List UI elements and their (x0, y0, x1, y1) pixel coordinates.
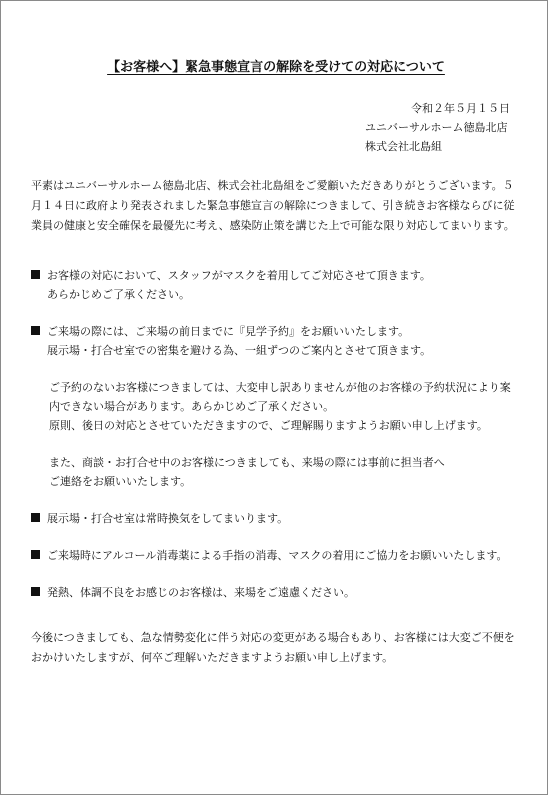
sender-store: ユニバーサルホーム徳島北店 (365, 121, 508, 134)
list-item (31, 266, 521, 304)
square-bullet-icon (31, 587, 40, 596)
note-line: ご連絡をお願いいたします。 (49, 475, 192, 488)
issue-date: 令和２年５月１５日 (411, 102, 510, 115)
document-body (31, 57, 521, 668)
intro-paragraph: 平素はユニバーサルホーム徳島北店、株式会社北島組をご愛顧いただきありがとうございます。５月１４日に政府より発表されました緊急事態宣言の解除につきまして、引き続きお客様ならびに従業員の健康と安全確保を最優先に考え、感染防止策を講じた上で可能な限り対応してまいります。 (31, 179, 515, 232)
note-line: 原則、後日の対応とさせていただきますので、ご理解賜りますようお願い申し上げます。 (49, 419, 488, 432)
item-line: お客様の対応において、スタッフがマスクを着用してご対応させて頂きます。 (47, 269, 431, 282)
item-line: 発熱、体調不良をお感じのお客様は、来場をご遠慮ください。 (47, 586, 355, 599)
item-line: ご来場の際には、ご来場の前日までに『見学予約』をお願いいたします。 (47, 325, 410, 338)
closing-text: 今後につきましても、急な情勢変化に伴う対応の変更がある場合もあり、お客様には大変ご不便をおかけいたしますが、何卒ご理解いただきますようお願い申し上げます。 (31, 631, 515, 664)
notice-list (31, 266, 521, 602)
sender-company: 株式会社北島組 (365, 140, 442, 153)
square-bullet-icon (31, 326, 40, 335)
list-item (31, 546, 521, 565)
list-item (31, 583, 521, 602)
title-text: 【お客様へ】緊急事態宣言の解除を受けての対応について (107, 60, 445, 75)
note-line: また、商談・お打合せ中のお客様につきましても、来場の際には事前に担当者へ (49, 456, 445, 469)
closing-paragraph (31, 628, 521, 668)
document-title (31, 57, 521, 79)
item-line: ご来場時にアルコール消毒薬による手指の消毒、マスクの着用にご協力をお願いいたします。 (47, 549, 508, 562)
note-line: ご予約のないお客様につきましては、大変申し訳ありませんが他のお客様の予約状況により案内できない場合があります。あらかじめご了承ください。 (49, 381, 511, 413)
item-line: 展示場・打合せ室は常時換気をしてまいります。 (47, 512, 289, 525)
sender-block (365, 99, 521, 156)
square-bullet-icon (31, 550, 40, 559)
square-bullet-icon (31, 513, 40, 522)
item-note-meeting (47, 453, 521, 491)
item-note-reservation (47, 378, 521, 435)
list-item (31, 509, 521, 528)
item-line: 展示場・打合せ室での密集を避ける為、一組ずつのご案内とさせて頂きます。 (47, 344, 432, 357)
list-item (31, 322, 521, 491)
square-bullet-icon (31, 270, 40, 279)
item-line: あらかじめご了承ください。 (47, 288, 190, 301)
